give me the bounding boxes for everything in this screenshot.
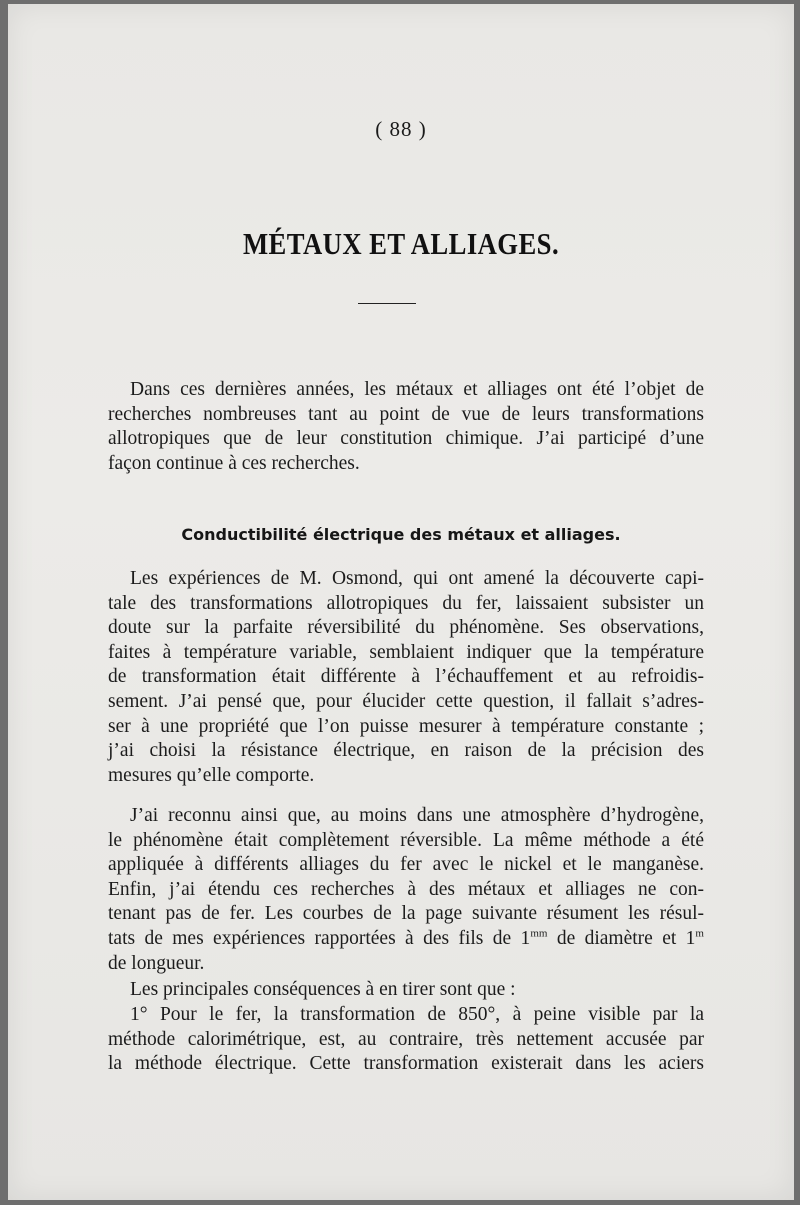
paragraph-line: le phénomène était complètement réversible. La même méthode a été <box>108 829 704 851</box>
paragraph-line: J’ai reconnu ainsi que, au moins dans une atmosphère d’hydrogène, <box>130 805 704 826</box>
unit-superscript: m <box>695 927 704 940</box>
paragraph-1 <box>108 567 704 788</box>
paragraph-2 <box>108 804 704 976</box>
paragraph-3 <box>108 978 704 1003</box>
paragraph-line: tenant pas de fer. Les courbes de la page suivante résument les résul- <box>108 903 704 925</box>
intro-paragraph <box>108 378 704 476</box>
title-rule <box>358 303 416 304</box>
paragraph-line: de transformation était différente à l’échauffement et au refroidis- <box>108 666 704 688</box>
paragraph-line: 1° Pour le fer, la transformation de 850°, à peine visible par la <box>130 1004 704 1025</box>
page <box>8 4 794 1200</box>
paragraph-line: méthode calorimétrique, est, au contraire, très nettement accusée par <box>108 1028 704 1050</box>
paragraph-line: Les principales conséquences à en tirer sont que : <box>130 979 516 1000</box>
paragraph-line: j’ai choisi la résistance électrique, en raison de la précision des <box>108 740 704 762</box>
paragraph-line-with-units <box>108 927 704 952</box>
paragraph-4 <box>108 1003 704 1077</box>
paragraph-line: de longueur. <box>108 952 205 974</box>
page-title: MÉTAUX ET ALLIAGES. <box>242 226 560 261</box>
paragraph-line: doute sur la parfaite réversibilité du phénomène. Ses observations, <box>108 617 704 639</box>
intro-line: allotropiques que de leur constitution chimique. J’ai participé d’une <box>108 428 704 450</box>
paragraph-line: mesures qu’elle comporte. <box>108 764 315 786</box>
intro-line: Dans ces dernières années, les métaux et alliages ont été l’objet de <box>130 379 704 400</box>
paragraph-line: Les expériences de M. Osmond, qui ont amené la découverte capi- <box>130 568 704 589</box>
paragraph-text: de diamètre et 1 <box>547 927 696 949</box>
intro-line: recherches nombreuses tant au point de vue de leurs transformations <box>108 403 704 425</box>
intro-line: façon continue à ces recherches. <box>108 452 360 474</box>
paragraph-line: la méthode électrique. Cette transformation existerait dans les aciers <box>108 1053 704 1075</box>
paragraph-line: sement. J’ai pensé que, pour élucider cette question, il fallait s’adres- <box>108 690 704 712</box>
paragraph-line: ser à une propriété que l’on puisse mesurer à température constante ; <box>108 715 704 737</box>
paragraph-text: tats de mes expériences rapportées à des fils de 1 <box>108 927 531 949</box>
unit-superscript: mm <box>530 927 548 940</box>
paragraph-line: faites à température variable, semblaient indiquer que la température <box>108 641 704 663</box>
page-number: ( 88 ) <box>375 117 427 141</box>
paragraph-line: tale des transformations allotropiques du fer, laissaient subsister un <box>108 592 704 614</box>
paragraph-line: Enfin, j’ai étendu ces recherches à des métaux et alliages ne con- <box>108 878 704 900</box>
paragraph-line: appliquée à différents alliages du fer avec le nickel et le manganèse. <box>108 854 704 876</box>
section-heading: Conductibilité électrique des métaux et alliages. <box>181 525 621 544</box>
